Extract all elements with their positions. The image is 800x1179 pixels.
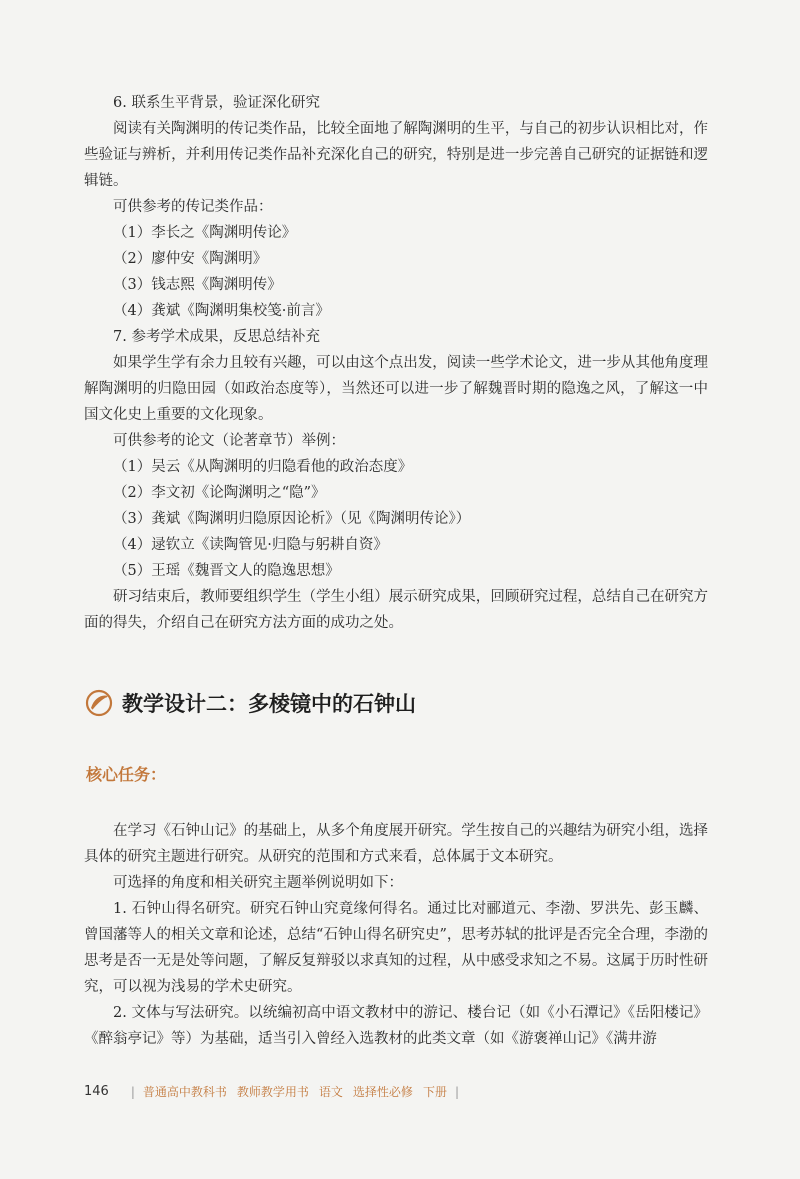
page-footer [84,1083,467,1100]
footer-series: 普通高中教科书 [142,1085,227,1099]
paper-item: （3）龚斌《陶渊明归隐原因论析》（见《陶渊明传论》） [113,511,471,527]
paragraph-7: 如果学生学有余力且较有兴趣，可以由这个点出发，阅读一些学术论文，进一步从其他角度理解陶渊明的归隐田园（如政治态度等），当然还可以进一步了解魏晋时期的隐逸之风，了解这一中国文化史上重要的文化现象。 [84,355,708,423]
footer-subject: 语文 [318,1085,343,1099]
subheading-6: 6. 联系生平背景，验证深化研究 [113,95,320,111]
footer-volume: 选择性必修 [352,1085,413,1099]
paragraph-6: 阅读有关陶渊明的传记类作品，比较全面地了解陶渊明的生平，与自己的初步认识相比对，作些验证与辨析，并利用传记类作品补充深化自己的研究，特别是进一步完善自己研究的证据链和逻辑链。 [84,121,708,189]
ref-item: （2）廖仲安《陶渊明》 [113,251,268,267]
top-content [84,90,708,636]
ref-intro: 可供参考的传记类作品： [113,199,273,215]
leaf-logo-icon [84,688,114,718]
core-task-label: 核心任务： [86,765,167,784]
footer-book-type: 教师教学用书 [236,1085,309,1099]
paragraph-end: 研习结束后，教师要组织学生（学生小组）展示研究成果，回顾研究过程，总结自己在研究方面的得失，介绍自己在研究方法方面的成功之处。 [84,589,708,631]
section-paragraph-4: 2. 文体与写法研究。以统编初高中语文教材中的游记、楼台记（如《小石潭记》《岳阳楼记》《醉翁亭记》等）为基础，适当引入曾经入选教材的此类文章（如《游褒禅山记》《满井游 [84,1005,708,1047]
footer-separator: | [130,1084,135,1099]
section-content [84,818,708,1052]
paper-item: （5）王瑶《魏晋文人的隐逸思想》 [113,563,340,579]
section-paragraph-3: 1. 石钟山得名研究。研究石钟山究竟缘何得名。通过比对郦道元、李渤、罗洪先、彭玉麟、曾国藩等人的相关文章和论述，总结“石钟山得名研究史”，思考苏轼的批评是否完全合理，李渤的思考是否一无是处等问题，了解反复辩驳以求真知的过程，从中感受求知之不易。这属于历时性研究，可以视为浅易的学术史研究。 [84,901,708,995]
paper-item: （2）李文初《论陶渊明之“隐”》 [113,485,326,501]
section-heading [84,688,416,718]
paper-intro: 可供参考的论文（论著章节）举例： [113,433,345,449]
section-paragraph-2: 可选择的角度和相关研究主题举例说明如下： [113,875,403,891]
ref-item: （1）李长之《陶渊明传论》 [113,225,297,241]
section-paragraph-1: 在学习《石钟山记》的基础上，从多个角度展开研究。学生按自己的兴趣结为研究小组，选择具体的研究主题进行研究。从研究的范围和方式来看，总体属于文本研究。 [84,823,708,865]
section-title: 教学设计二：多棱镜中的石钟山 [122,692,416,716]
footer-part: 下册 [422,1085,447,1099]
ref-item: （4）龚斌《陶渊明集校笺·前言》 [113,303,330,319]
ref-item: （3）钱志熙《陶渊明传》 [113,277,282,293]
footer-separator: | [454,1084,459,1099]
subheading-7: 7. 参考学术成果，反思总结补充 [113,329,320,345]
paper-item: （4）逯钦立《读陶管见·归隐与躬耕自资》 [113,537,388,553]
page-number: 146 [84,1084,109,1099]
paper-item: （1）吴云《从陶渊明的归隐看他的政治态度》 [113,459,413,475]
